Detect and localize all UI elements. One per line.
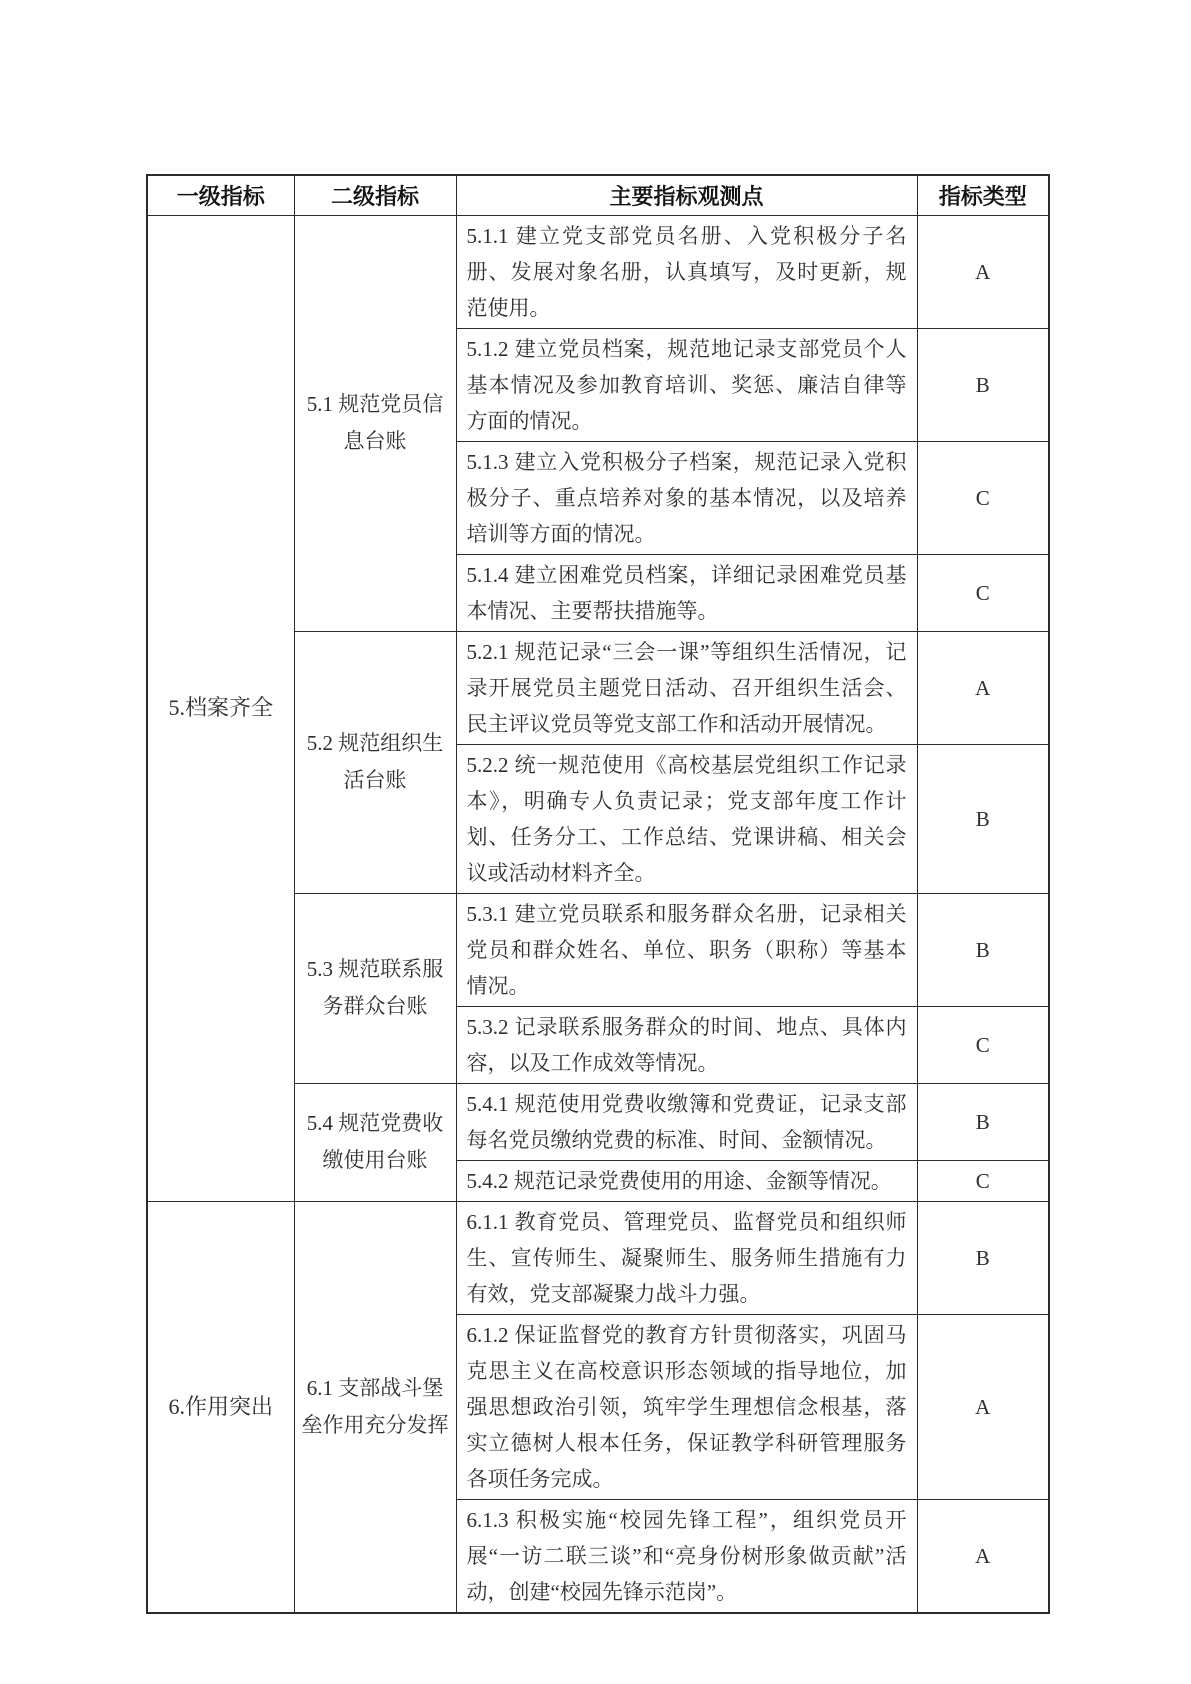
indicator-type-cell: B xyxy=(917,744,1049,893)
level1-indicator-cell: 5.档案齐全 xyxy=(147,215,294,1201)
header-indicator-type: 指标类型 xyxy=(917,175,1049,215)
indicator-type-cell: C xyxy=(917,1160,1049,1201)
document-page xyxy=(146,174,1050,1614)
indicator-type-cell: B xyxy=(917,1201,1049,1314)
observation-point-cell: 5.3.2 记录联系服务群众的时间、地点、具体内容，以及工作成效等情况。 xyxy=(456,1006,917,1083)
table-row xyxy=(147,1201,1049,1314)
indicator-table xyxy=(146,174,1050,1614)
indicator-type-cell: B xyxy=(917,893,1049,1006)
observation-point-cell: 5.3.1 建立党员联系和服务群众名册，记录相关党员和群众姓名、单位、职务（职称）等基本情况。 xyxy=(456,893,917,1006)
level1-indicator-cell: 6.作用突出 xyxy=(147,1201,294,1613)
observation-point-cell: 5.2.2 统一规范使用《高校基层党组织工作记录本》，明确专人负责记录；党支部年度工作计划、任务分工、工作总结、党课讲稿、相关会议或活动材料齐全。 xyxy=(456,744,917,893)
observation-point-cell: 6.1.1 教育党员、管理党员、监督党员和组织师生、宣传师生、凝聚师生、服务师生措施有力有效，党支部凝聚力战斗力强。 xyxy=(456,1201,917,1314)
indicator-type-cell: A xyxy=(917,215,1049,328)
observation-point-cell: 6.1.2 保证监督党的教育方针贯彻落实，巩固马克思主义在高校意识形态领域的指导地位，加强思想政治引领，筑牢学生理想信念根基，落实立德树人根本任务，保证教学科研管理服务各项任务完成。 xyxy=(456,1314,917,1499)
indicator-type-cell: A xyxy=(917,1314,1049,1499)
indicator-type-cell: C xyxy=(917,1006,1049,1083)
table-row xyxy=(147,215,1049,328)
observation-point-cell: 6.1.3 积极实施“校园先锋工程”，组织党员开展“一访二联三谈”和“亮身份树形象做贡献”活动，创建“校园先锋示范岗”。 xyxy=(456,1499,917,1613)
header-observation-points: 主要指标观测点 xyxy=(456,175,917,215)
header-level1-indicator: 一级指标 xyxy=(147,175,294,215)
level2-indicator-cell: 6.1 支部战斗堡垒作用充分发挥 xyxy=(294,1201,456,1613)
observation-point-cell: 5.1.1 建立党支部党员名册、入党积极分子名册、发展对象名册，认真填写，及时更新，规范使用。 xyxy=(456,215,917,328)
indicator-type-cell: A xyxy=(917,1499,1049,1613)
indicator-type-cell: C xyxy=(917,441,1049,554)
level2-indicator-cell: 5.2 规范组织生活台账 xyxy=(294,631,456,893)
observation-point-cell: 5.1.2 建立党员档案，规范地记录支部党员个人基本情况及参加教育培训、奖惩、廉洁自律等方面的情况。 xyxy=(456,328,917,441)
observation-point-cell: 5.1.3 建立入党积极分子档案，规范记录入党积极分子、重点培养对象的基本情况，以及培养培训等方面的情况。 xyxy=(456,441,917,554)
indicator-table-body xyxy=(147,215,1049,1613)
indicator-type-cell: B xyxy=(917,328,1049,441)
observation-point-cell: 5.4.1 规范使用党费收缴簿和党费证，记录支部每名党员缴纳党费的标准、时间、金额情况。 xyxy=(456,1083,917,1160)
observation-point-cell: 5.2.1 规范记录“三会一课”等组织生活情况，记录开展党员主题党日活动、召开组织生活会、民主评议党员等党支部工作和活动开展情况。 xyxy=(456,631,917,744)
table-header-row xyxy=(147,175,1049,215)
indicator-type-cell: C xyxy=(917,554,1049,631)
header-level2-indicator: 二级指标 xyxy=(294,175,456,215)
observation-point-cell: 5.1.4 建立困难党员档案，详细记录困难党员基本情况、主要帮扶措施等。 xyxy=(456,554,917,631)
observation-point-cell: 5.4.2 规范记录党费使用的用途、金额等情况。 xyxy=(456,1160,917,1201)
level2-indicator-cell: 5.3 规范联系服务群众台账 xyxy=(294,893,456,1083)
level2-indicator-cell: 5.1 规范党员信息台账 xyxy=(294,215,456,631)
indicator-type-cell: A xyxy=(917,631,1049,744)
indicator-type-cell: B xyxy=(917,1083,1049,1160)
level2-indicator-cell: 5.4 规范党费收缴使用台账 xyxy=(294,1083,456,1201)
